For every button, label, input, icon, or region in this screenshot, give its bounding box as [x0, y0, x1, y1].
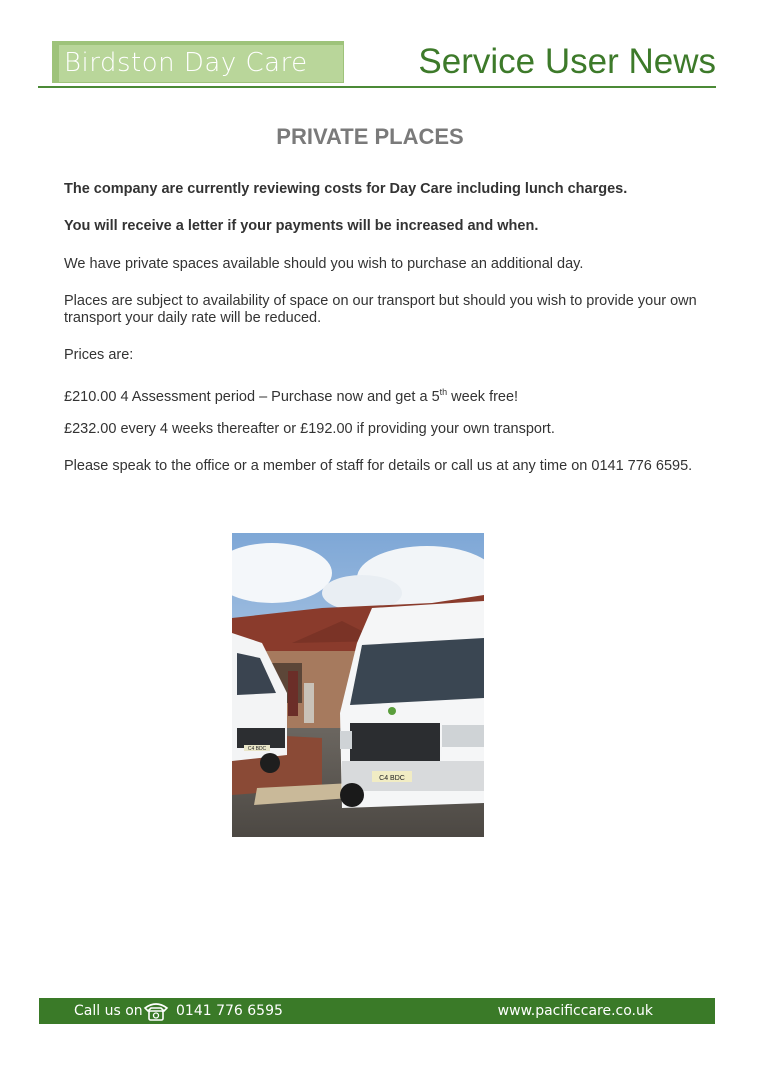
right-van-bumper — [342, 761, 484, 791]
left-van-plate-text: C4 BDC — [247, 746, 267, 752]
vans-photo — [232, 533, 484, 837]
footer-website: www.pacificcare.co.uk — [497, 1003, 653, 1019]
van-logo — [388, 707, 396, 715]
footer-call-label: Call us on — [74, 1003, 143, 1019]
right-van-grille — [350, 723, 440, 761]
price-text-b: week free! — [447, 388, 519, 405]
telephone-icon — [143, 1000, 169, 1022]
footer-phone-number: 0141 776 6595 — [176, 1003, 283, 1019]
ordinal-suffix: th — [439, 387, 448, 397]
right-van-windscreen — [350, 638, 484, 705]
article-title: PRIVATE PLACES — [276, 124, 464, 149]
right-van-headlight-left — [340, 731, 352, 749]
newsletter-title: Service User News — [418, 42, 716, 81]
vans-photo-illustration — [232, 533, 484, 837]
paragraph-private-spaces: We have private spaces available should you wish to purchase an additional day. — [64, 256, 584, 272]
right-van-wheel — [340, 783, 364, 807]
price-text-a: £210.00 4 Assessment period – Purchase now and get a 5 — [64, 388, 440, 405]
right-van-plate-text: C4 BDC — [379, 775, 405, 782]
paragraph-letter: You will receive a letter if your payments will be increased and when. — [64, 218, 539, 234]
logo-text: Birdston Day Care — [64, 48, 308, 78]
person — [288, 671, 298, 716]
header-divider — [38, 86, 716, 88]
paragraph-assessment-price — [64, 384, 714, 406]
left-van-wheel — [260, 753, 280, 773]
paragraph-review: The company are currently reviewing costs for Day Care including lunch charges. — [64, 181, 628, 197]
person — [304, 683, 314, 723]
paragraph-ongoing-price: £232.00 every 4 weeks thereafter or £192.00 if providing your own transport. — [64, 421, 555, 437]
right-van-headlight — [442, 725, 484, 747]
paragraph-prices-label: Prices are: — [64, 347, 134, 363]
footer-bar — [39, 998, 715, 1024]
paragraph-transport: Places are subject to availability of space on our transport but should you wish to provide your own transport your daily rate will be reduced. — [64, 293, 697, 326]
paragraph-contact: Please speak to the office or a member of staff for details or call us at any time on 0141 776 6595. — [64, 458, 693, 474]
logo-banner — [52, 41, 344, 83]
